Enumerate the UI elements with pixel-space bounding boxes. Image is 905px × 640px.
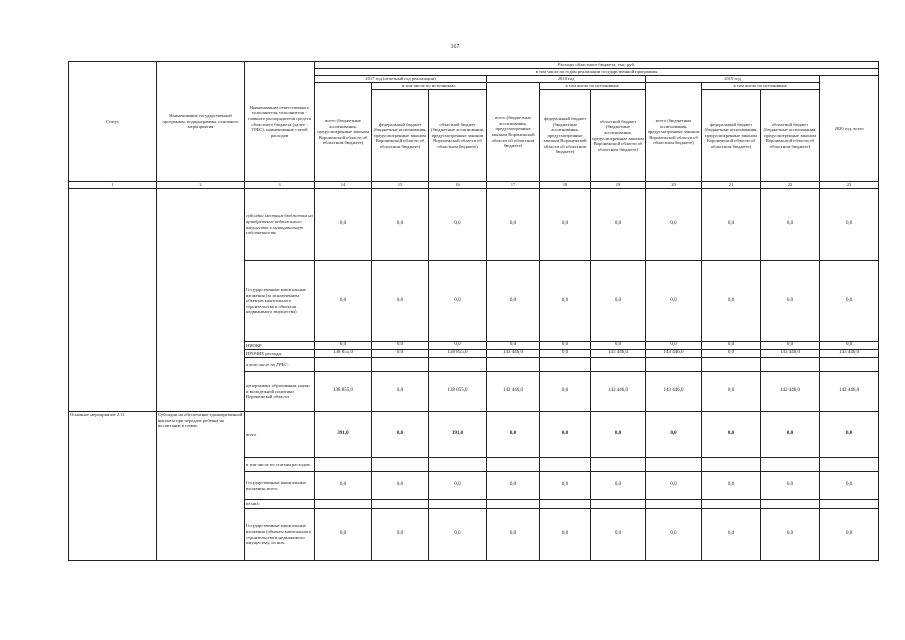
value-cell: 143 446,0 (761, 372, 820, 412)
header-2017-federal: федеральный бюджет (бюджетные ассигнования, предусмотренные законом Воронежской области об областном бюджете) (372, 90, 429, 182)
table-row (69, 189, 879, 261)
row-label: Государственные капитальные вложения (за исключением объектов капитального строительства и объектов недвижимого имущества) (245, 261, 315, 342)
header-2019-regional: областной бюджет (бюджетные ассигнования, предусмотренные законом Воронежской области об областном бюджете) (761, 90, 820, 182)
header-2018-sources: в том числе по источникам: (540, 83, 646, 90)
value-cell: 0,0 (487, 261, 540, 342)
value-cell: 0,0 (820, 509, 879, 561)
value-cell: 143 446,0 (820, 372, 879, 412)
empty-cell (761, 500, 820, 509)
col-number: 21 (702, 182, 761, 189)
empty-cell (646, 458, 702, 472)
row-label: в том числе по ГРБС: (245, 358, 315, 372)
value-cell: 0,0 (487, 472, 540, 500)
value-cell: 0,0 (540, 350, 591, 358)
value-cell: 0,0 (315, 342, 372, 350)
empty-cell (702, 458, 761, 472)
value-cell: 0,0 (429, 509, 487, 561)
column-numbers-row (69, 182, 879, 189)
value-cell: 0,0 (646, 412, 702, 458)
value-cell: 0,0 (591, 261, 646, 342)
header-2017-sources: в том числе по источникам: (372, 83, 487, 90)
value-cell: 391,0 (315, 412, 372, 458)
value-cell: 0,0 (372, 509, 429, 561)
header-2017-total: всего (бюджетные ассигнования, предусмотренные законом Воронежской области об областном бюджете) (315, 83, 372, 182)
empty-cell (591, 358, 646, 372)
empty-cell (372, 458, 429, 472)
value-cell: 143 446,0 (820, 350, 879, 358)
value-cell: 0,0 (761, 342, 820, 350)
row-label: департамент образования, науки и молодежной политики Воронежской области (245, 372, 315, 412)
empty-cell (315, 500, 372, 509)
header-2019-sources: в том числе по источникам: (702, 83, 820, 90)
header-2018-federal: федеральный бюджет (бюджетные ассигнования, предусмотренные законом Воронежской области об областном бюджете) (540, 90, 591, 182)
value-cell: 0,0 (591, 472, 646, 500)
col-number: 16 (429, 182, 487, 189)
row-label: Государственные капитальные вложения, всего (245, 472, 315, 500)
header-year-2019: 2019 год (646, 76, 820, 83)
value-cell: 0,0 (487, 412, 540, 458)
value-cell: 0,0 (372, 472, 429, 500)
value-cell: 0,0 (820, 412, 879, 458)
value-cell: 0,0 (761, 472, 820, 500)
value-cell: 0,0 (646, 509, 702, 561)
value-cell: 138 855,0 (429, 350, 487, 358)
value-cell: 143 446,0 (646, 372, 702, 412)
value-cell: 0,0 (429, 342, 487, 350)
value-cell: 138 855,0 (429, 372, 487, 412)
empty-cell (820, 458, 879, 472)
value-cell: 0,0 (702, 472, 761, 500)
header-2018-regional: областной бюджет (бюджетные ассигнования, предусмотренные законом Воронежской области об областном бюджете) (591, 90, 646, 182)
value-cell: 0,0 (591, 189, 646, 261)
col-number: 2 (157, 182, 245, 189)
empty-cell (429, 358, 487, 372)
value-cell: 143 446,0 (591, 350, 646, 358)
value-cell: 0,0 (429, 472, 487, 500)
value-cell: 0,0 (540, 412, 591, 458)
value-cell: 0,0 (540, 261, 591, 342)
col-number: 17 (487, 182, 540, 189)
value-cell: 0,0 (315, 189, 372, 261)
header-year-2018: 2018 год (487, 76, 646, 83)
header-by-years: в том числе по годам реализации государственной программы (315, 69, 879, 76)
empty-cell (487, 358, 540, 372)
value-cell: 0,0 (315, 261, 372, 342)
page-number: 167 (450, 44, 460, 50)
empty-cell (372, 500, 429, 509)
value-cell: 0,0 (540, 472, 591, 500)
value-cell: 0,0 (820, 342, 879, 350)
value-cell: 0,0 (540, 509, 591, 561)
value-cell: 143 446,0 (646, 350, 702, 358)
value-cell: 0,0 (646, 342, 702, 350)
value-cell: 0,0 (487, 189, 540, 261)
value-cell: 0,0 (646, 472, 702, 500)
value-cell: 0,0 (761, 189, 820, 261)
empty-cell (372, 358, 429, 372)
measure-status: Основное мероприятие 2.11 (69, 412, 157, 561)
value-cell: 0,0 (820, 472, 879, 500)
col-number: 19 (591, 182, 646, 189)
value-cell: 0,0 (702, 350, 761, 358)
empty-cell (540, 358, 591, 372)
header-2019-federal: федеральный бюджет (бюджетные ассигнования, предусмотренные законом Воронежской области об областном бюджете) (702, 90, 761, 182)
value-cell: 0,0 (702, 372, 761, 412)
value-cell: 0,0 (761, 412, 820, 458)
row-label: Государственные капитальные вложения (объекты капитального строительства и недвижимого имущества), из них: (245, 509, 315, 561)
value-cell: 0,0 (591, 412, 646, 458)
empty-cell (540, 500, 591, 509)
col-number: 3 (245, 182, 315, 189)
empty-cell (702, 500, 761, 509)
value-cell: 0,0 (646, 189, 702, 261)
value-cell: 0,0 (429, 261, 487, 342)
header-status: Статус (69, 62, 157, 182)
empty-cell (820, 500, 879, 509)
empty-cell (540, 458, 591, 472)
empty-cell (646, 500, 702, 509)
value-cell: 0,0 (702, 261, 761, 342)
empty-cell (315, 358, 372, 372)
empty-cell (315, 458, 372, 472)
row-label: всего (245, 412, 315, 458)
measure-name: Субсидии на обеспечение единовременной выплаты при передаче ребенка на воспитание в семью (157, 412, 245, 561)
header-2019-total: всего (бюджетные ассигнования, предусмотренные законом Воронежской области об областном бюджете) (646, 83, 702, 182)
header-grbs: Наименование ответственного исполнителя, исполнителя - главного распорядителя средств областного бюджета (далее - ГРБС), наименование статей расходов (245, 62, 315, 182)
value-cell: 0,0 (702, 412, 761, 458)
empty-cell (591, 458, 646, 472)
value-cell: 0,0 (761, 509, 820, 561)
row-label: НИОКР (245, 342, 315, 350)
value-cell: 0,0 (372, 189, 429, 261)
col-number: 20 (646, 182, 702, 189)
empty-cell (591, 500, 646, 509)
header-expenses-title: Расходы областного бюджета, тыс. руб. (315, 62, 879, 69)
value-cell: 0,0 (315, 472, 372, 500)
col-number: 23 (820, 182, 879, 189)
value-cell: 143 446,0 (761, 350, 820, 358)
value-cell: 143 446,0 (487, 350, 540, 358)
col-number: 14 (315, 182, 372, 189)
col-number: 18 (540, 182, 591, 189)
row-label: из них: (245, 500, 315, 509)
value-cell: 143 446,0 (487, 372, 540, 412)
value-cell: 0,0 (315, 509, 372, 561)
value-cell: 0,0 (540, 189, 591, 261)
empty-cell (646, 358, 702, 372)
value-cell: 0,0 (646, 261, 702, 342)
header-2017-regional: областной бюджет (бюджетные ассигнования, предусмотренные законом Воронежской области об областном бюджете) (429, 90, 487, 182)
value-cell: 0,0 (372, 412, 429, 458)
col-number: 15 (372, 182, 429, 189)
value-cell: 0,0 (540, 372, 591, 412)
value-cell: 0,0 (429, 189, 487, 261)
empty-cell (761, 458, 820, 472)
empty-cell (487, 500, 540, 509)
row-label: ПРОЧИЕ расходы (245, 350, 315, 358)
col-number: 1 (69, 182, 157, 189)
value-cell: 0,0 (702, 342, 761, 350)
value-cell: 0,0 (372, 372, 429, 412)
value-cell: 0,0 (702, 509, 761, 561)
value-cell: 0,0 (761, 261, 820, 342)
header-year-2017: 2017 год (отчетный год реализации) (315, 76, 487, 83)
header-program-name: Наименование государственной программы, подпрограммы, основного мероприятия (157, 62, 245, 182)
table-row (69, 412, 879, 458)
row-label: в том числе по статьям расходов: (245, 458, 315, 472)
value-cell: 0,0 (591, 509, 646, 561)
value-cell: 138 855,0 (315, 350, 372, 358)
budget-table (68, 61, 879, 561)
col-number: 22 (761, 182, 820, 189)
header-2020: 2020 год, всего (820, 76, 879, 182)
empty-cell (429, 500, 487, 509)
value-cell: 138 855,0 (315, 372, 372, 412)
value-cell: 0,0 (820, 261, 879, 342)
value-cell: 0,0 (487, 509, 540, 561)
empty-cell (429, 458, 487, 472)
value-cell: 0,0 (540, 342, 591, 350)
empty-cell (761, 358, 820, 372)
empty-cell (702, 358, 761, 372)
value-cell: 0,0 (820, 189, 879, 261)
value-cell: 0,0 (591, 342, 646, 350)
value-cell: 143 446,0 (591, 372, 646, 412)
empty-cell (487, 458, 540, 472)
value-cell: 0,0 (372, 350, 429, 358)
value-cell: 391,0 (429, 412, 487, 458)
value-cell: 0,0 (372, 261, 429, 342)
row-label: субсидии местным бюджетам на приобретение недвижимого имущества в муниципальную собственность (245, 189, 315, 261)
status-cell-empty (69, 189, 157, 412)
program-cell-empty (157, 189, 245, 412)
value-cell: 0,0 (702, 189, 761, 261)
empty-cell (820, 358, 879, 372)
value-cell: 0,0 (487, 342, 540, 350)
header-2018-total: всего (бюджетные ассигнования, предусмотренные законом Воронежской области об областном бюджете) (487, 83, 540, 182)
value-cell: 0,0 (372, 342, 429, 350)
